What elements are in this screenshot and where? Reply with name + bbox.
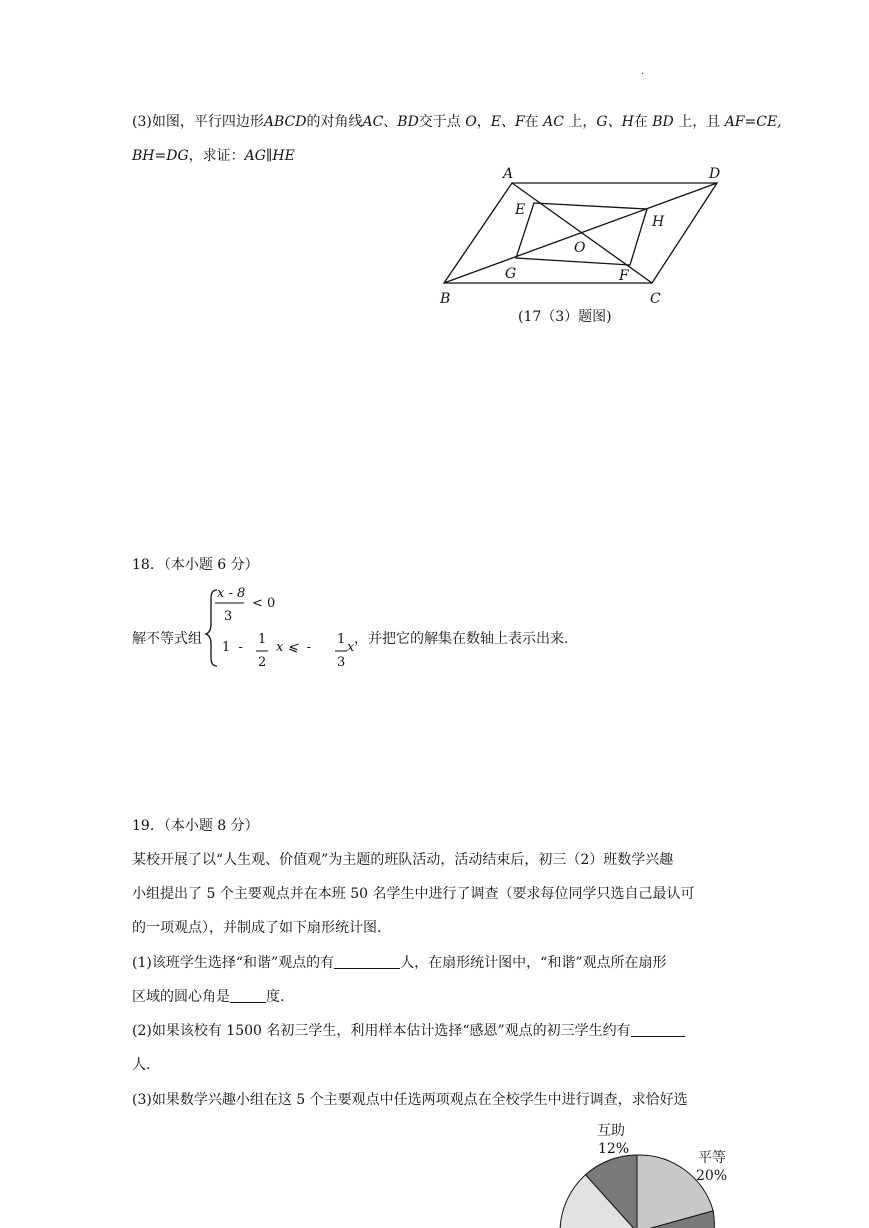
pie-pct-huzhu: 12% [598, 1141, 630, 1157]
ineq1-denominator: 3 [224, 609, 233, 624]
ineq2-part-b: x ⩽ - [276, 640, 312, 655]
q17-3-line2: BH=DG，求证：AG∥HE [132, 148, 295, 164]
q19-heading: 19．（本小题 8 分） [132, 818, 259, 834]
label-g: G [505, 266, 517, 282]
q19-line2: 小组提出了 5 个主要观点并在本班 50 名学生中进行了调查（要求每位同学只选自己最认可 [132, 886, 695, 902]
q18-heading: 18．（本小题 6 分） [132, 557, 259, 573]
label-a: A [503, 166, 514, 182]
label-o: O [574, 240, 586, 256]
q19-part2-line2: 人. [132, 1057, 151, 1073]
ineq2-frac2-den: 3 [337, 655, 346, 670]
label-c: C [650, 291, 661, 307]
q19-part1-line1: (1)该班学生选择“和谐”观点的有 人，在扇形统计图中，“和谐”观点所在扇形 [132, 955, 667, 971]
top-mark: . [641, 66, 645, 77]
pie-label-huzhu: 互助 [597, 1123, 625, 1139]
q19-line1: 某校开展了以“人生观、价值观”为主题的班队活动，活动结束后，初三（2）班数学兴趣 [132, 852, 674, 868]
figure-caption: (17（3）题图) [518, 309, 612, 325]
q18-tail: ，并把它的解集在数轴上表示出来. [354, 631, 569, 647]
ineq2-part-a: 1 - [222, 640, 243, 655]
label-b: B [440, 291, 451, 307]
ineq2-frac-num: 1 [258, 632, 267, 647]
ineq2-var: x [347, 640, 355, 655]
ineq1-numerator: x - 8 [217, 586, 246, 601]
label-h: H [652, 214, 665, 230]
q18-lead: 解不等式组 [132, 631, 202, 647]
ineq2-frac2-num: 1 [337, 632, 346, 647]
q19-part1-line2: 区域的圆心角是 度. [132, 989, 285, 1005]
q19-line3: 的一项观点），并制成了如下扇形统计图. [132, 920, 382, 936]
label-f: F [619, 268, 629, 284]
ineq1-relation: < 0 [252, 596, 276, 611]
q19-part3: (3)如果数学兴趣小组在这 5 个主要观点中任选两项观点在全校学生中进行调查，求恰好选 [132, 1092, 688, 1108]
label-e: E [515, 202, 526, 218]
pie-label-pingdeng: 平等 [698, 1150, 726, 1166]
q19-part2-line1: (2)如果该校有 1500 名初三学生，利用样本估计选择“感恩”观点的初三学生约有 [132, 1021, 685, 1041]
q17-3-line1: (3)如图，平行四边形ABCD的对角线AC、BD交于点 O，E、F在 AC 上，G、H在 BD 上，且 AF=CE, [132, 114, 782, 130]
label-d: D [709, 166, 721, 182]
pie-pct-pingdeng: 20% [696, 1168, 728, 1184]
ineq2-frac-den: 2 [258, 655, 267, 670]
